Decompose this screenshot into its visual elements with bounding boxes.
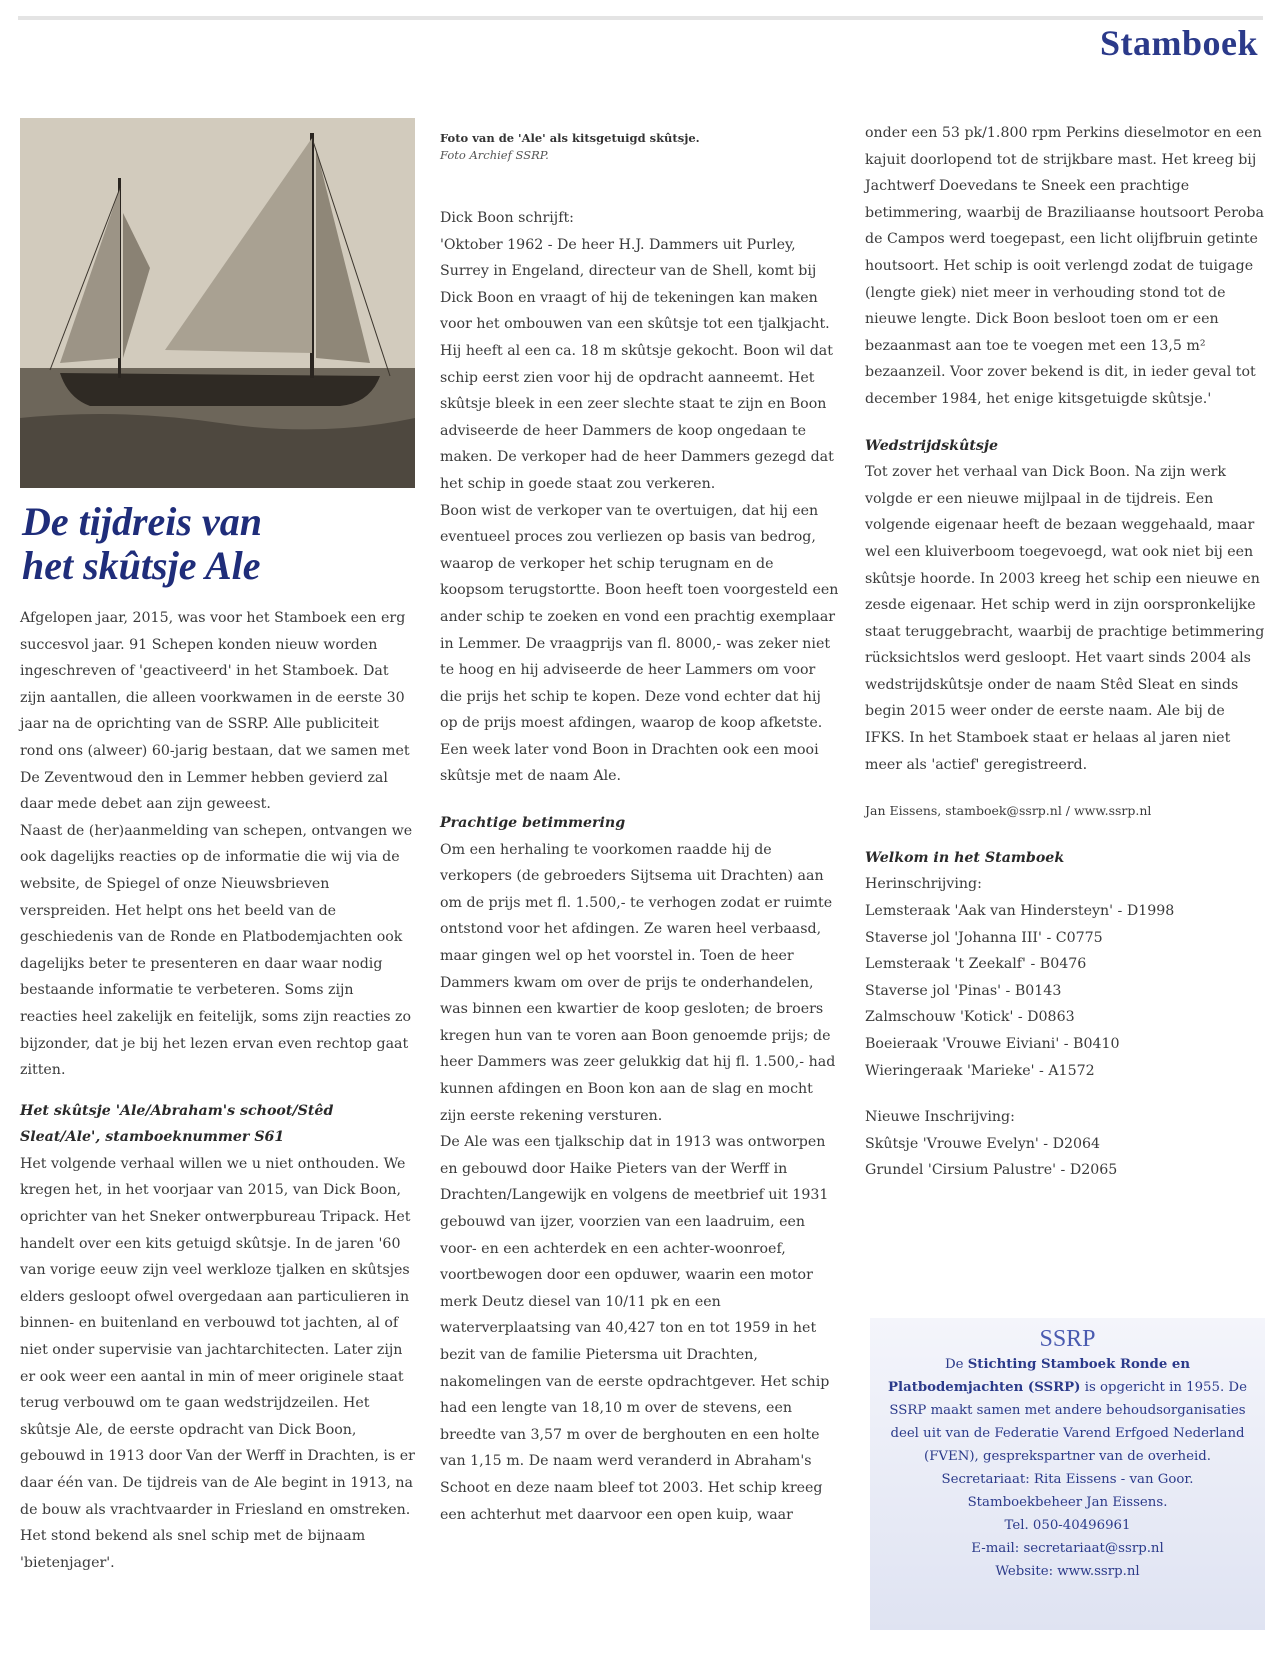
- article-title: [22, 500, 417, 588]
- subheading-skutsje: Het skûtsje 'Ale/Abraham's schoot/Stêd Sleat/Ale', stamboeknummer S61: [20, 1102, 334, 1146]
- ssrp-info-box: [870, 1318, 1265, 1630]
- story-paragraph-1: Het volgende verhaal willen we u niet onthouden. We kregen het, in het voorjaar van 2015, van Dick Boon, oprichter van het Sneker ontwerpbureau Tripack. Het handelt over een kits getuigd skûtsje. In de jaren '60 van vorige eeuw zijn veel werkloze tjalken en skûtsjes elders gesloopt ofwel overgedaan aan particulieren in binnen- en buitenland en verbouwd tot jachten, al of niet onder supervisie van jachtarchitecten. Later zijn er ook weer een aantal in min of meer originele staat terug verbouwd om te gaan wedstrijdzeilen. Het skûtsje Ale, de eerste opdracht van Dick Boon, gebouwd in 1913 door Van der Werff in Drachten, is er daar één van. De tijdreis van de Ale begint in 1913, na de bouw als vrachtvaarder in Friesland en omstreken. Het stond bekend als snel schip met de bijnaam 'bietenjager'.: [20, 1155, 415, 1571]
- list-item: Lemsteraak 't Zeekalf' - B0476: [865, 956, 1087, 973]
- list-item: Skûtsje 'Vrouwe Evelyn' - D2064: [865, 1135, 1101, 1152]
- list-item: Boeieraak 'Vrouwe Eiviani' - B0410: [865, 1036, 1120, 1052]
- section-title: Stamboek: [1099, 23, 1258, 63]
- caption-title: Foto van de 'Ale' als kitsgetuigd skûtsje.: [440, 131, 700, 145]
- col2-paragraph-1: 'Oktober 1962 - De heer H.J. Dammers uit Purley, Surrey in Engeland, directeur van de Shell, komt bij Dick Boon en vraagt of hij de tekeningen kan maken voor het ombouwen van een skûtsje tot een tjalkjacht. Hij heeft al een ca. 18 m skûtsje gekocht. Boon wil dat schip eerst zien voor hij de opdracht aanneemt. Het skûtsje bleek in een zeer slechte staat te zijn en Boon adviseerde de heer Dammers de koop ongedaan te maken. De verkoper had de heer Dammers gezegd dat het schip in goede staat zou verkeren.: [440, 236, 834, 492]
- new-registration-heading: Nieuwe Inschrijving:: [865, 1109, 1015, 1126]
- sailing-ship-illustration: [20, 118, 415, 488]
- subheading-wedstrijd: Wedstrijdskûtsje: [865, 437, 999, 454]
- caption-credit: Foto Archief SSRP.: [440, 148, 549, 162]
- ssrp-beheer: Stamboekbeheer Jan Eissens.: [967, 1495, 1168, 1510]
- list-item: Zalmschouw 'Kotick' - D0863: [865, 1009, 1075, 1026]
- col2-paragraph-2: Boon wist de verkoper van te overtuigen, dat hij een eventueel proces zou verliezen op basis van bedrog, waarop de verkoper het schip terugnam en de koopsom terugstortte. Boon heeft toen voorgesteld een ander schip te zoeken en vond een prachtig exemplaar in Lemmer. De vraagprijs van fl. 8000,- was zeker niet te hoog en hij adviseerde de heer Lammers om voor die prijs het schip te kopen. Deze vond echter dat hij op de prijs moest afdingen, waarop de koop afketste. Een week later vond Boon in Drachten ook een mooi skûtsje met de naam Ale.: [440, 502, 839, 785]
- ssrp-telephone: Tel. 050-40496961: [1004, 1518, 1131, 1533]
- list-item: Grundel 'Cirsium Palustre' - D2065: [865, 1162, 1118, 1179]
- subheading-betimmering: Prachtige betimmering: [440, 815, 626, 832]
- reregistration-heading: Herinschrijving:: [865, 876, 982, 893]
- ssrp-org-name: Stichting Stamboek Ronde en Platbodemjachten (SSRP): [888, 1357, 1191, 1395]
- col2-paragraph-3: Om een herhaling te voorkomen raadde hij de verkopers (de gebroeders Sijtsema uit Drachten) aan om de prijs met fl. 1.500,- te verhogen zodat er ruimte ontstond voor het afdingen. Ze waren heel verbaasd, maar gingen wel op het voorstel in. Toen de heer Dammers kwam om over de prijs te onderhandelen, was binnen een kwartier de koop gesloten; de broers kregen hun van te voren aan Boon genoemde prijs; de heer Dammers was zeer gelukkig dat hij fl. 1.500,- had kunnen afdingen en Boon kon aan de slag en mocht zijn eerste rekening versturen.: [440, 841, 836, 1124]
- ssrp-website-link[interactable]: Website: www.ssrp.nl: [995, 1564, 1140, 1579]
- article-title-line2: het skûtsje Ale: [22, 543, 261, 588]
- col3-paragraph-2: Tot zover het verhaal van Dick Boon. Na zijn werk volgde er een nieuwe mijlpaal in de tijdreis. Een volgende eigenaar heeft de bezaan weggehaald, maar wel een kluiverboom toegevoegd, wat ook niet bij een skûtsje hoorde. In 2003 kreeg het schip een nieuwe en zesde eigenaar. Het schip werd in zijn oorspronkelijke staat teruggebracht, waarbij de prachtige betimmering rücksichtslos werd gesloopt. Het vaart sinds 2004 als wedstrijdskûtsje onder de naam Stêd Sleat en sinds begin 2015 weer onder de eerste naam. Ale bij de IFKS. In het Stamboek staat er helaas al jaren niet meer als 'actief' geregistreerd.: [865, 464, 1265, 773]
- column-2: [440, 205, 840, 1528]
- top-rule: [18, 16, 1263, 20]
- ship-photo: [20, 118, 415, 488]
- list-item: Lemsteraak 'Aak van Hindersteyn' - D1998: [865, 903, 1175, 920]
- col2-paragraph-4: De Ale was een tjalkschip dat in 1913 was ontworpen en gebouwd door Haike Pieters van der Werff in Drachten/Langewijk en volgens de meetbrief uit 1931 gebouwd van ijzer, voorzien van een laadruim, een voor- en een achterdek en een achter-woonroef, voortbewogen door een opduwer, waarin een motor merk Deutz diesel van 10/11 pk en een waterverplaatsing van 40,427 ton en tot 1959 in het bezit van de familie Pietersma uit Drachten, nakomelingen van de eerste opdrachtgever. Het schip had een lengte van 18,10 m over de stevens, een breedte van 3,57 m over de berghouten en een holte van 1,15 m. De naam werd veranderd in Abraham's Schoot en deze naam bleef tot 2003. Het schip kreeg een achterhut met daarvoor een open kuip, waar: [440, 1134, 830, 1523]
- list-item: Staverse jol 'Johanna III' - C0775: [865, 929, 1103, 946]
- photo-caption: [440, 118, 840, 182]
- column-1: [20, 605, 415, 1576]
- list-item: Wieringeraak 'Marieke' - A1572: [865, 1062, 1095, 1079]
- ssrp-secretariaat: Secretariaat: Rita Eissens - van Goor.: [941, 1472, 1194, 1487]
- ssrp-description: De Stichting Stamboek Ronde en Platbodemjachten (SSRP) is opgericht in 1955. De SSRP maakt samen met andere behoudsorganisaties deel uit van de Federatie Varend Erfgoed Nederland (FVEN), gesprekspartner van de overheid.: [888, 1357, 1247, 1464]
- list-item: Staverse jol 'Pinas' - B0143: [865, 982, 1062, 999]
- intro-paragraph-1: Afgelopen jaar, 2015, was voor het Stamboek een erg succesvol jaar. 91 Schepen konden nieuw worden ingeschreven of 'geactiveerd' in het Stamboek. Dat zijn aantallen, die alleen voorkwamen in de eerste 30 jaar na de oprichting van de SSRP. Alle publiciteit rond ons (alweer) 60-jarig bestaan, dat we samen met De Zeventwoud den in Lemmer hebben gevierd zal daar mede debet aan zijn geweest.: [20, 610, 410, 813]
- intro-paragraph-2: Naast de (her)aanmelding van schepen, ontvangen we ook dagelijks reacties op de informatie die wij via de website, de Spiegel of onze Nieuwsbrieven verspreiden. Het helpt ons het beeld van de geschiedenis van de Ronde en Platbodemjachten ook dagelijks beter te presenteren en daar waar nodig bestaande informatie te verbeteren. Soms zijn reacties heel zakelijk en feitelijk, soms zijn reacties zo bijzonder, dat je bij het lezen ervan even rechtop gaat zitten.: [20, 822, 413, 1079]
- article-title-line1: De tijdreis van: [22, 499, 262, 544]
- col3-paragraph-1: onder een 53 pk/1.800 rpm Perkins dieselmotor en een kajuit doorlopend tot de strijkbare mast. Het kreeg bij Jachtwerf Doevedans te Sneek een prachtige betimmering, waarbij de Braziliaanse houtsoort Peroba de Campos werd toegepast, een licht olijfbruin getinte houtsoort. Het schip is ooit verlengd zodat de tuigage (lengte giek) niet meer in verhouding stond tot de nieuwe lengte. Dick Boon besloot toen om er een bezaanmast aan toe te voegen met een 13,5 m² bezaanzeil. Voor zover bekend is dit, in ieder geval tot december 1984, het enige kitsgetuigde skûtsje.': [865, 125, 1264, 407]
- ssrp-logo: SSRP: [1039, 1326, 1096, 1352]
- column-3: [865, 120, 1265, 1184]
- welcome-title: Welkom in het Stamboek: [865, 849, 1065, 866]
- author-signature: Jan Eissens, stamboek@ssrp.nl / www.ssrp.nl: [865, 803, 1152, 819]
- col2-paragraph-0: Dick Boon schrijft:: [440, 210, 574, 226]
- ssrp-email-link[interactable]: E-mail: secretariaat@ssrp.nl: [971, 1541, 1164, 1556]
